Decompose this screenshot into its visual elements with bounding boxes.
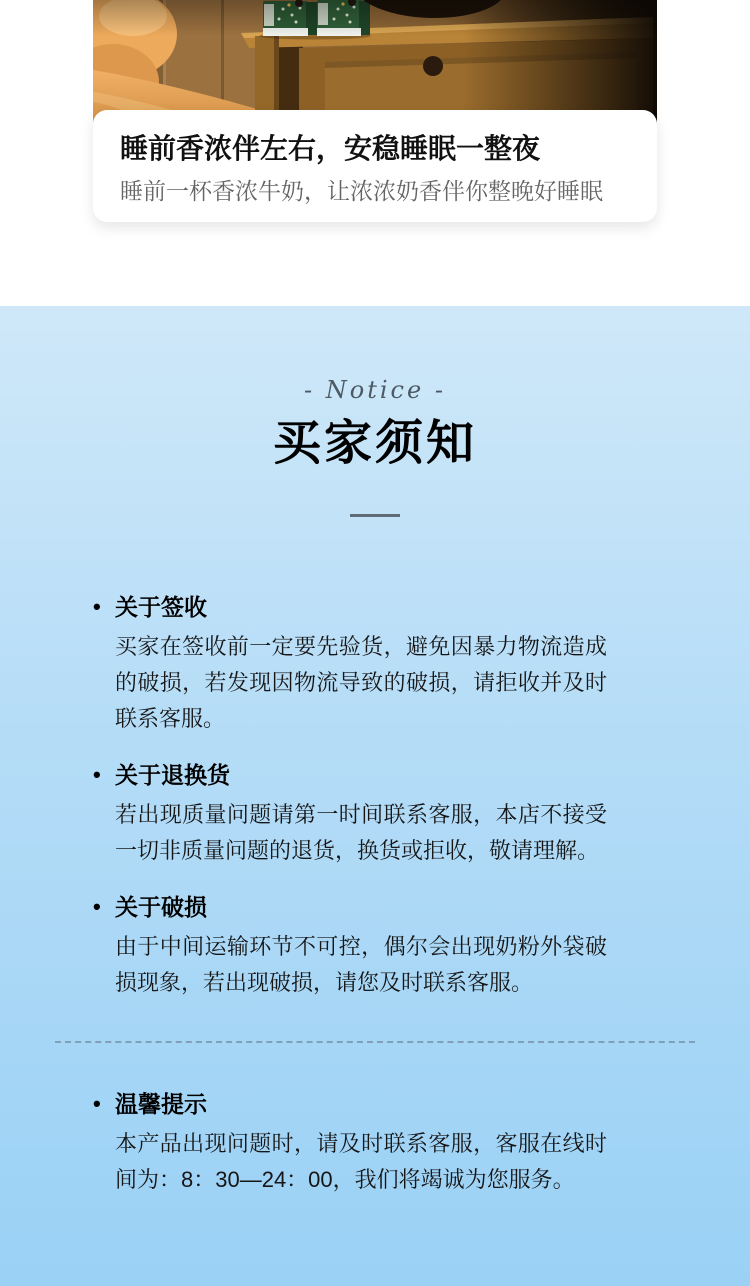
item-body: 买家在签收前一定要先验货，避免因暴力物流造成的破损，若发现因物流导致的破损，请拒收并及时联系客服。 [115,634,607,731]
list-item-returns [93,759,607,869]
notice-eyebrow: - Notice - [304,376,446,404]
buyer-notice-section [0,306,750,1286]
item-body: 若出现质量问题请第一时间联系客服，本店不接受一切非质量问题的退货，换货或拒收，敬请理解。 [115,802,607,863]
item-title: 关于破损 [115,894,207,920]
item-title: 温馨提示 [115,1091,207,1117]
item-title: 关于退换货 [115,762,230,788]
bullet-dot-icon: • [93,594,101,619]
item-body: 由于中间运输环节不可控，偶尔会出现奶粉外袋破损现象，若出现破损，请您及时联系客服。 [115,934,607,995]
dashed-divider [55,1041,695,1043]
bullet-dot-icon: • [93,894,101,919]
hero-subtitle: 睡前一杯香浓牛奶，让浓浓奶香伴你整晚好睡眠 [120,178,603,204]
item-title: 关于签收 [115,594,207,620]
list-item-damage [93,891,607,1001]
hero-caption-card [93,110,657,222]
bullet-dot-icon: • [93,1091,101,1116]
hero-title: 睡前香浓伴左右，安稳睡眠一整夜 [120,133,541,164]
list-item-warm-tip [93,1088,607,1198]
hero-section [93,0,657,222]
list-item-sign-for-delivery [93,591,607,737]
bullet-dot-icon: • [93,762,101,787]
notice-title: 买家须知 [272,417,477,470]
item-body: 本产品出现问题时，请及时联系客服，客服在线时间为：8：30—24：00，我们将竭诚为您服务。 [115,1131,607,1192]
notice-list [93,591,607,1001]
title-underline-divider [350,514,400,517]
